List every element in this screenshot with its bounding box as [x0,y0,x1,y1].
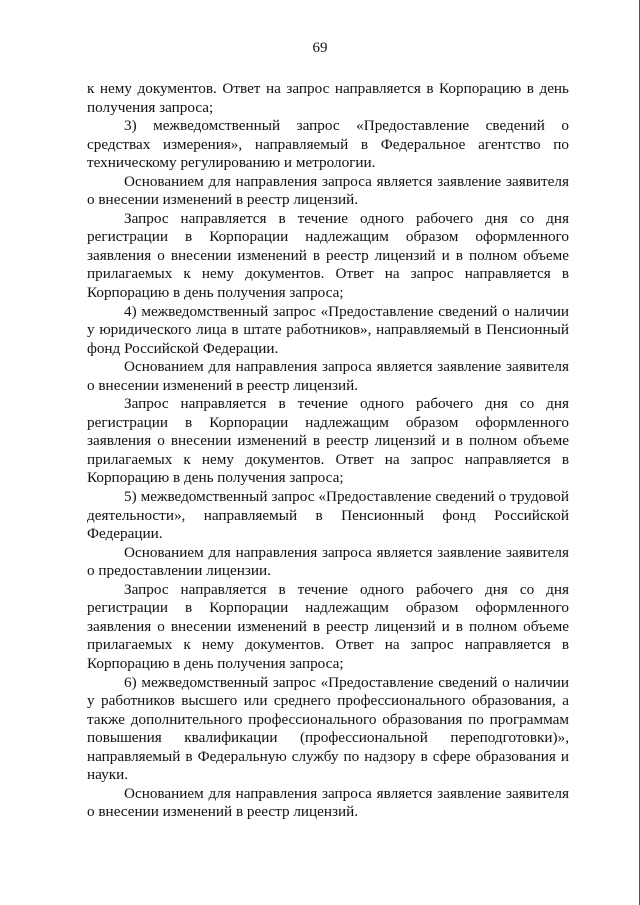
paragraph-basis: Основанием для направления запроса является заявление заявителя о внесении изменений в реестр лицензий. [87,172,569,209]
paragraph-timing: Запрос направляется в течение одного рабочего дня со дня регистрации в Корпорации надлежащим образом оформленного заявления о внесении изменений в реестр лицензий и в полном объеме прилагаемых к нему документов. Ответ на запрос направляется в Корпорацию в день получения запроса; [87,395,569,487]
paragraph-timing: Запрос направляется в течение одного рабочего дня со дня регистрации в Корпорации надлежащим образом оформленного заявления о внесении изменений в реестр лицензий и в полном объеме прилагаемых к нему документов. Ответ на запрос направляется в Корпорацию в день получения запроса; [87,580,569,672]
page-number: 69 [312,40,328,56]
paragraph-timing: Запрос направляется в течение одного рабочего дня со дня регистрации в Корпорации надлежащим образом оформленного заявления о внесении изменений в реестр лицензий и в полном объеме прилагаемых к нему документов. Ответ на запрос направляется в Корпорацию в день получения запроса; [87,209,569,302]
document-body [87,80,569,822]
paragraph-basis: Основанием для направления запроса является заявление заявителя о предоставлении лицензии. [87,543,569,580]
paragraph-continuation: к нему документов. Ответ на запрос направляется в Корпорацию в день получения запроса; [87,80,569,116]
paragraph-request-4: 4) межведомственный запрос «Предоставление сведений о наличии у юридического лица в штате работников», направляемый в Пенсионный фонд Российской Федерации. [87,302,569,357]
paragraph-request-5: 5) межведомственный запрос «Предоставление сведений о трудовой деятельности», направляемый в Пенсионный фонд Российской Федерации. [87,488,569,543]
paragraph-basis: Основанием для направления запроса является заявление заявителя о внесении изменений в реестр лицензий. [87,784,569,821]
paragraph-basis: Основанием для направления запроса является заявление заявителя о внесении изменений в реестр лицензий. [87,358,569,394]
paragraph-request-6: 6) межведомственный запрос «Предоставление сведений о наличии у работников высшего или среднего профессионального образования, а также дополнительного профессионального образования по программам повышения квалификации (профессиональной переподготовки)», направляемый в Федеральную службу по надзору в сфере образования и науки. [87,673,569,784]
paragraph-request-3: 3) межведомственный запрос «Предоставление сведений о средствах измерения», направляемый в Федеральное агентство по техническому регулированию и метрологии. [87,117,569,172]
